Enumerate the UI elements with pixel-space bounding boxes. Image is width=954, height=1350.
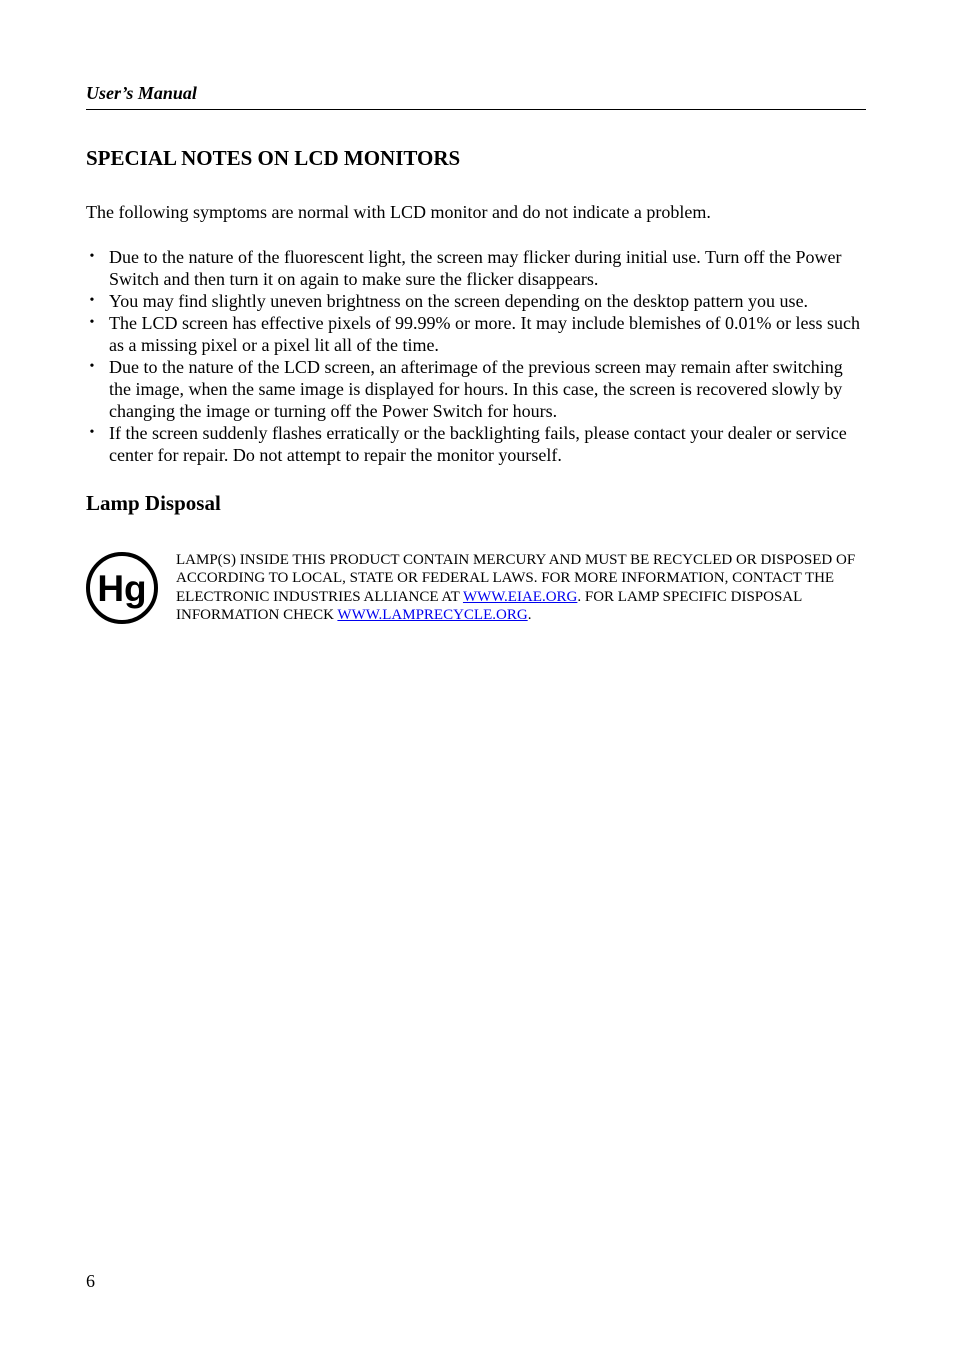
bullet-icon: • <box>89 293 95 308</box>
bullet-icon: • <box>89 359 95 374</box>
list-item <box>86 290 861 312</box>
list-item-text: Due to the nature of the LCD screen, an afterimage of the previous screen may remain after switching the image, when the same image is displayed for hours. In this case, the screen is recovered slowly by changing the image or turning off the Power Switch for hours. <box>109 357 843 421</box>
disposal-notice <box>176 551 866 624</box>
list-item-text: You may find slightly uneven brightness on the screen depending on the desktop pattern you use. <box>109 291 809 311</box>
bullet-icon: • <box>89 315 95 330</box>
bullet-icon: • <box>89 249 95 264</box>
disposal-notice-text: LAMP(S) INSIDE THIS PRODUCT CONTAIN MERCURY AND MUST BE RECYCLED OR DISPOSED OF ACCORDING TO LOCAL, STATE OR FEDERAL LAWS. FOR MORE INFORMATION, CONTACT THE ELECTRONIC INDUSTRIES ALLIANCE AT <box>176 552 856 605</box>
header-divider <box>86 109 866 110</box>
list-item-text: Due to the nature of the fluorescent light, the screen may flicker during initial use. Turn off the Power Switch and then turn it on again to make sure the flicker disappears. <box>109 247 842 289</box>
list-item <box>86 356 861 422</box>
list-item <box>86 246 861 290</box>
bullet-icon: • <box>89 425 95 440</box>
disposal-notice-text: . FOR LAMP SPECIFIC DISPOSAL INFORMATION CHECK <box>176 588 802 623</box>
lamprecycle-link[interactable]: WWW.LAMPRECYCLE.ORG <box>337 606 528 623</box>
disposal-notice-text: . <box>527 606 532 623</box>
list-item <box>86 422 861 466</box>
mercury-hg-icon <box>85 551 159 625</box>
list-item <box>86 312 861 356</box>
lamp-disposal-title: Lamp Disposal <box>86 491 221 515</box>
list-item-text: The LCD screen has effective pixels of 99.99% or more. It may include blemishes of 0.01% or less such as a missing pixel or a pixel lit all of the time. <box>109 313 860 355</box>
running-header: User’s Manual <box>86 83 197 103</box>
symptom-list <box>86 246 861 466</box>
list-item-text: If the screen suddenly flashes erratically or the backlighting fails, please contact your dealer or service center for repair. Do not attempt to repair the monitor yourself. <box>109 423 847 465</box>
eiae-link[interactable]: WWW.EIAE.ORG <box>462 588 578 605</box>
hg-symbol-text: Hg <box>97 568 147 609</box>
page-number: 6 <box>86 1271 95 1291</box>
intro-paragraph: The following symptoms are normal with LCD monitor and do not indicate a problem. <box>86 202 711 222</box>
section-title: SPECIAL NOTES ON LCD MONITORS <box>86 146 461 170</box>
